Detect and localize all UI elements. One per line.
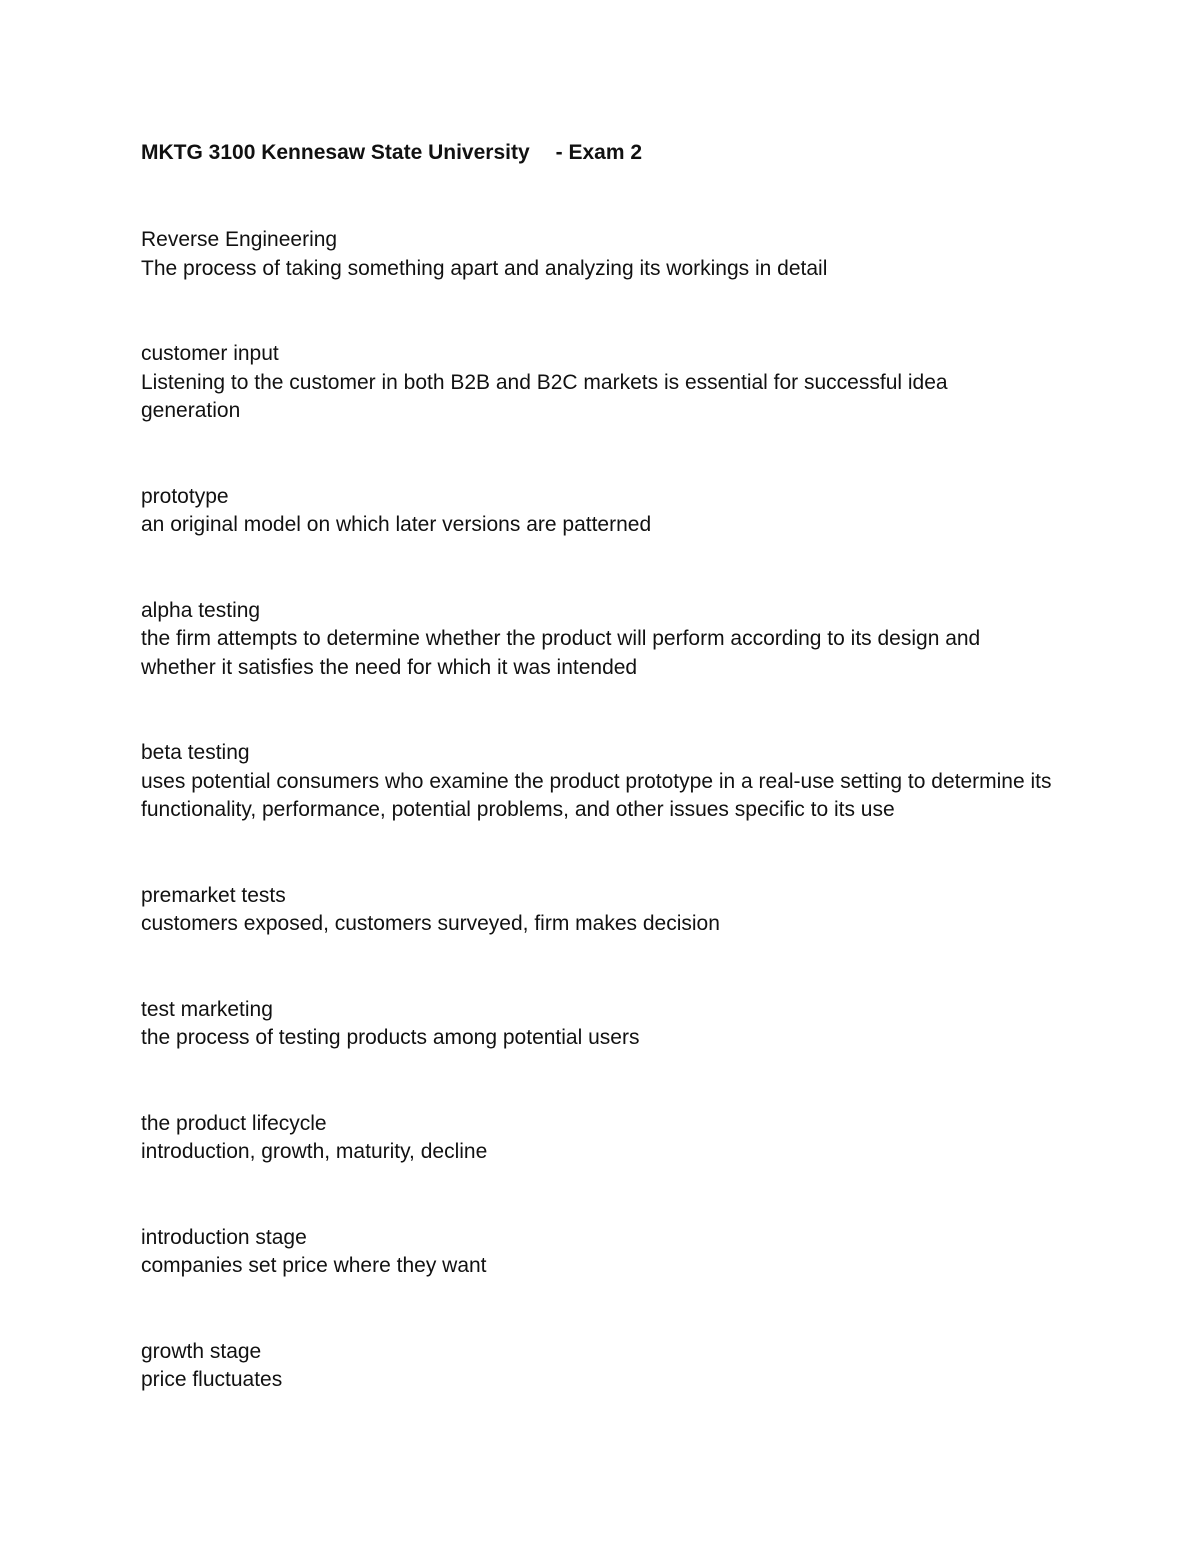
term: premarket tests	[141, 883, 286, 907]
term: prototype	[141, 484, 229, 508]
term: test marketing	[141, 997, 273, 1021]
term: growth stage	[141, 1339, 262, 1363]
flashcard-list	[141, 226, 1101, 1395]
term: beta testing	[141, 741, 250, 764]
flashcard-entry	[141, 996, 1101, 1053]
term: alpha testing	[141, 598, 261, 622]
definition: introduction, growth, maturity, decline	[141, 1140, 488, 1163]
definition: The process of taking something apart and analyzing its workings in detail	[141, 256, 828, 280]
flashcard-entry	[141, 483, 1101, 540]
flashcard-entry	[141, 1338, 1101, 1395]
definition: price fluctuates	[141, 1368, 283, 1391]
document-page	[141, 139, 1101, 1452]
term: customer input	[141, 342, 279, 365]
definition: the firm attempts to determine whether the product will perform according to its design and whether it satisfies the need for which it was intended	[141, 627, 981, 679]
flashcard-entry	[141, 1224, 1101, 1281]
definition: companies set price where they want	[141, 1254, 487, 1277]
definition: customers exposed, customers surveyed, firm makes decision	[141, 912, 720, 935]
flashcard-entry	[141, 739, 1101, 825]
flashcard-entry	[141, 597, 1101, 683]
flashcard-entry	[141, 1110, 1101, 1167]
flashcard-entry	[141, 882, 1101, 939]
definition: the process of testing products among potential users	[141, 1026, 640, 1049]
definition: an original model on which later versions are patterned	[141, 513, 652, 536]
document-title	[141, 139, 1101, 167]
term: introduction stage	[141, 1225, 307, 1249]
flashcard-entry	[141, 340, 1101, 426]
term: the product lifecycle	[141, 1111, 327, 1135]
title-suffix: - Exam 2	[555, 141, 643, 164]
definition: Listening to the customer in both B2B and B2C markets is essential for successful idea generation	[141, 370, 948, 422]
title-main: MKTG 3100 Kennesaw State University	[141, 141, 530, 164]
flashcard-entry	[141, 226, 1101, 283]
term: Reverse Engineering	[141, 228, 338, 251]
definition: uses potential consumers who examine the product prototype in a real-use setting to determine its functionality, performance, potential problems, and other issues specific to its use	[141, 769, 1052, 821]
